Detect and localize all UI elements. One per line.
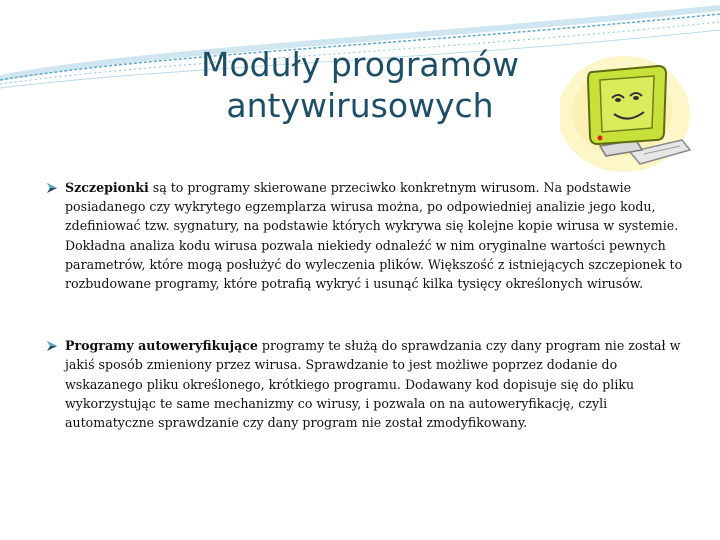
bullet-vaccines [46, 178, 686, 293]
bullet-text: są to programy skierowane przeciwko konkretnym wirusom. Na podstawie posiadanego czy wykrytego egzemplarza wirusa można, po odpowiedniej analizie jego kodu, zdefiniować tzw. sygnatury, na podstawie których wykrywa się kolejne kopie wirusa w systemie. Dokładna analiza kodu wirusa pozwala niekiedy odnaleźć w nim oryginalne wartości pewnych parametrów, które mogą posłużyć do wyleczenia plików. Większość z istniejących szczepionek to rozbudowane programy, które potrafią wykryć i usunąć kilka tysięcy określonych wirusów. [65, 180, 683, 292]
bullet-list [46, 178, 686, 432]
arrow-bullet-icon [46, 340, 58, 352]
title-line-2: antywirusowych [226, 86, 494, 125]
title-line-1: Moduły programów [201, 45, 519, 84]
bullet-term: Szczepionki [65, 180, 149, 195]
bullet-term: Programy autoweryfikujące [65, 338, 258, 354]
page-title [150, 44, 570, 126]
bullet-text: programy te służą do sprawdzania czy dany program nie został w jakiś sposób zmieniony przez wirusa. Sprawdzanie to jest możliwe poprzez dodanie do wskazanego pliku określonego, krótkiego programu. Dodawany kod dopisuje się do pliku wykorzystując te same mechanizmy co wirusy, i pozwala on na autoweryfikację, czyli automatyczne sprawdzanie czy dany program nie został zmodyfikowany. [65, 338, 681, 431]
arrow-bullet-icon [46, 182, 58, 194]
smiling-computer-icon [560, 48, 695, 173]
bullet-self-verifying [46, 336, 686, 432]
